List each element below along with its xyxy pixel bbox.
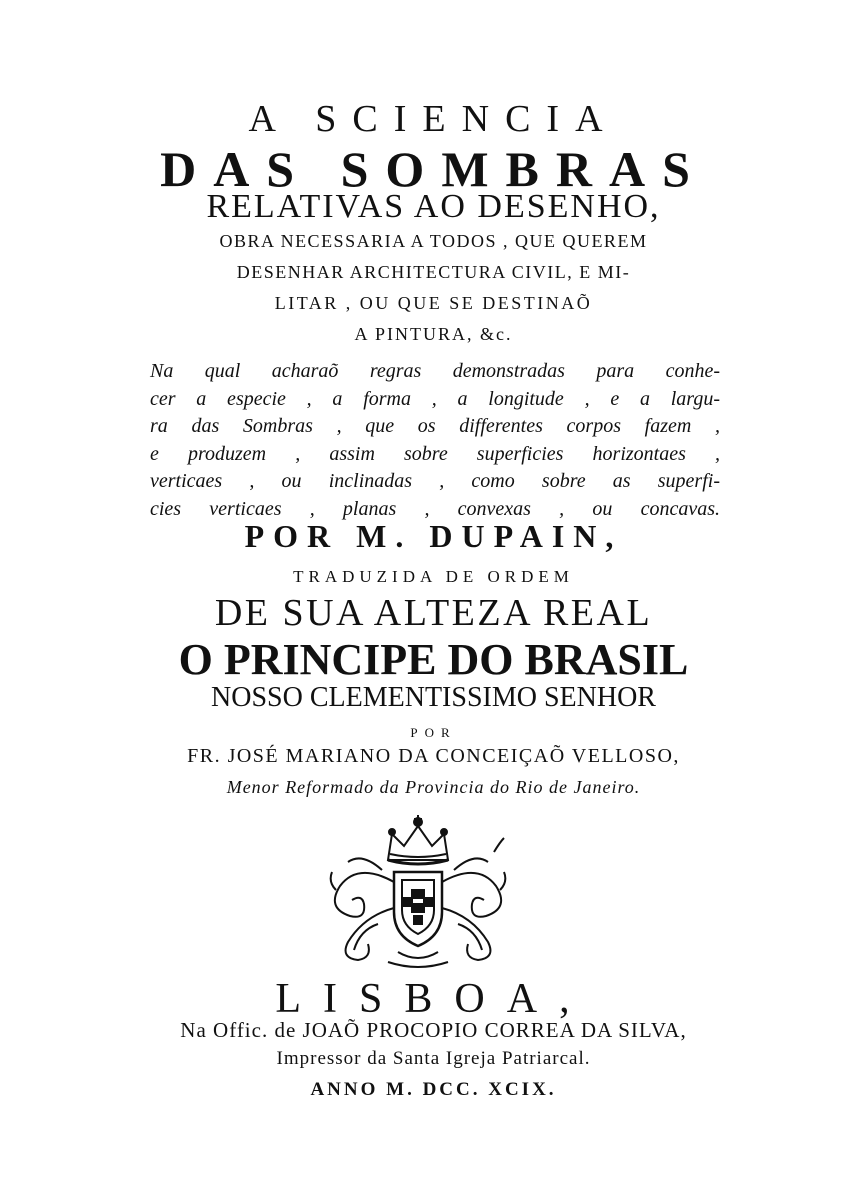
translated-line: TRADUZIDA DE ORDEM [293, 567, 574, 586]
subtitle-line-3: LITAR , OU QUE SE DESTINAÕ [274, 293, 593, 313]
description-paragraph [150, 358, 720, 523]
subtitle-line-4: A PINTURA, &c. [354, 324, 513, 344]
title-line-3: RELATIVAS AO DESENHO, [206, 188, 661, 225]
paragraph-line: e produzem , assim sobre superficies horizontaes , [150, 442, 720, 465]
paragraph-line: ra das Sombras , que os differentes corpos fazem , [150, 415, 720, 437]
author-line: POR M. DUPAIN, [244, 518, 623, 554]
printer-line: Na Offic. de JOAÕ PROCOPIO CORREA DA SILVA, [180, 1018, 687, 1042]
paragraph-line: Na qual acharaõ regras demonstradas para conhe- [150, 360, 720, 382]
paragraph-line: cer a especie , a forma , a longitude , e a largu- [150, 387, 720, 410]
royal-line-1: DE SUA ALTEZA REAL [214, 592, 653, 634]
year-line: ANNO M. DCC. XCIX. [310, 1079, 557, 1100]
subtitle-line-1: OBRA NECESSARIA A TODOS , QUE QUEREM [219, 231, 648, 251]
city-line: LISBOA, [275, 976, 592, 1022]
title-line-1: A SCIENCIA [248, 98, 619, 140]
title-line-2: DAS SOMBRAS [160, 141, 707, 197]
printer-role-line: Impressor da Santa Igreja Patriarcal. [276, 1048, 591, 1069]
paragraph-line: cies verticaes , planas , convexas , ou concavas. [150, 497, 720, 520]
subtitle-line-2: DESENHAR ARCHITECTURA CIVIL, E MI- [236, 262, 631, 282]
paragraph-line: verticaes , ou inclinadas , como sobre as superfi- [150, 470, 720, 492]
translator-role-line: Menor Reformado da Provincia do Rio de Janeiro. [226, 777, 641, 797]
royal-line-3: NOSSO CLEMENTISSIMO SENHOR [211, 682, 656, 713]
royal-line-2: O PRINCIPE DO BRASIL [178, 635, 689, 684]
por-line: POR [410, 725, 457, 740]
royal-crest-ornament-icon [318, 812, 518, 972]
translator-line: FR. JOSÉ MARIANO DA CONCEIÇAÕ VELLOSO, [187, 745, 680, 767]
